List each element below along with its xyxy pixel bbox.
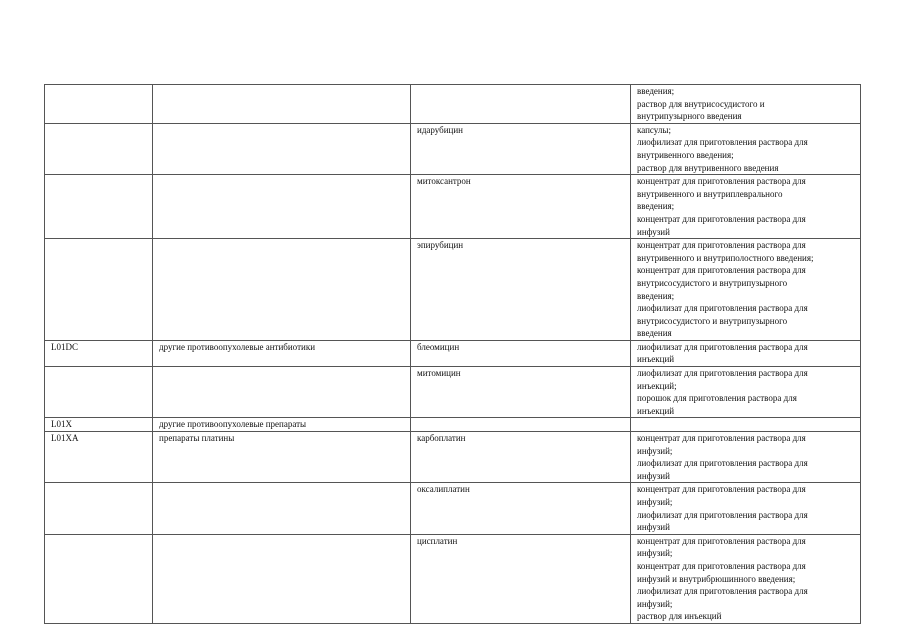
dosage-form-cell: лиофилизат для приготовления раствора для инъекций; порошок для приготовления раствора для инъекций: [631, 367, 861, 418]
atc-code-cell: L01DC: [45, 340, 153, 366]
dosage-form-cell: концентрат для приготовления раствора для инфузий; лиофилизат для приготовления раствора для инфузий: [631, 432, 861, 483]
drug-name-cell: цисплатин: [411, 534, 631, 623]
atc-code-cell: [45, 483, 153, 534]
atc-code-cell: [45, 175, 153, 239]
atc-code-cell: [45, 85, 153, 124]
drug-name-cell: блеомицин: [411, 340, 631, 366]
group-cell: другие противоопухолевые антибиотики: [153, 340, 411, 366]
drug-name-cell: [411, 85, 631, 124]
drug-name-cell: оксалиплатин: [411, 483, 631, 534]
dosage-form-cell: капсулы; лиофилизат для приготовления раствора для внутривенного введения; раствор для внутривенного введения: [631, 123, 861, 174]
drug-name-cell: эпирубицин: [411, 239, 631, 341]
group-cell: [153, 123, 411, 174]
table-row: [45, 432, 861, 483]
table-row: [45, 418, 861, 432]
group-cell: [153, 367, 411, 418]
drug-name-cell: митомицин: [411, 367, 631, 418]
table-row: [45, 483, 861, 534]
dosage-form-cell: концентрат для приготовления раствора для внутривенного и внутриплеврального введения; концентрат для приготовления раствора для инфузий: [631, 175, 861, 239]
table-row: [45, 123, 861, 174]
dosage-form-cell: введения; раствор для внутрисосудистого и внутрипузырного введения: [631, 85, 861, 124]
drug-name-cell: карбоплатин: [411, 432, 631, 483]
atc-code-cell: [45, 239, 153, 341]
table-row: [45, 85, 861, 124]
atc-code-cell: L01X: [45, 418, 153, 432]
group-cell: [153, 175, 411, 239]
group-cell: препараты платины: [153, 432, 411, 483]
dosage-form-cell: концентрат для приготовления раствора для инфузий; лиофилизат для приготовления раствора для инфузий: [631, 483, 861, 534]
table-row: [45, 534, 861, 623]
group-cell: [153, 534, 411, 623]
atc-code-cell: L01XA: [45, 432, 153, 483]
table-row: [45, 367, 861, 418]
group-cell: [153, 483, 411, 534]
table-row: [45, 175, 861, 239]
atc-code-cell: [45, 534, 153, 623]
group-cell: [153, 239, 411, 341]
dosage-form-cell: лиофилизат для приготовления раствора для инъекций: [631, 340, 861, 366]
dosage-form-cell: концентрат для приготовления раствора для инфузий; концентрат для приготовления раствора для инфузий и внутрибрюшинного введения; лиофилизат для приготовления раствора для инфузий; раствор для инъекций: [631, 534, 861, 623]
dosage-form-cell: концентрат для приготовления раствора для внутривенного и внутриполостного введения; концентрат для приготовления раствора для внутрисосудистого и внутрипузырного введения; лиофилизат для приготовления раствора для внутрисосудистого и внутрипузырного введения: [631, 239, 861, 341]
table-row: [45, 239, 861, 341]
group-cell: [153, 85, 411, 124]
drug-table: [44, 84, 861, 624]
drug-name-cell: идарубицин: [411, 123, 631, 174]
drug-name-cell: [411, 418, 631, 432]
atc-code-cell: [45, 123, 153, 174]
table-row: [45, 340, 861, 366]
dosage-form-cell: [631, 418, 861, 432]
atc-code-cell: [45, 367, 153, 418]
drug-name-cell: митоксантрон: [411, 175, 631, 239]
group-cell: другие противоопухолевые препараты: [153, 418, 411, 432]
